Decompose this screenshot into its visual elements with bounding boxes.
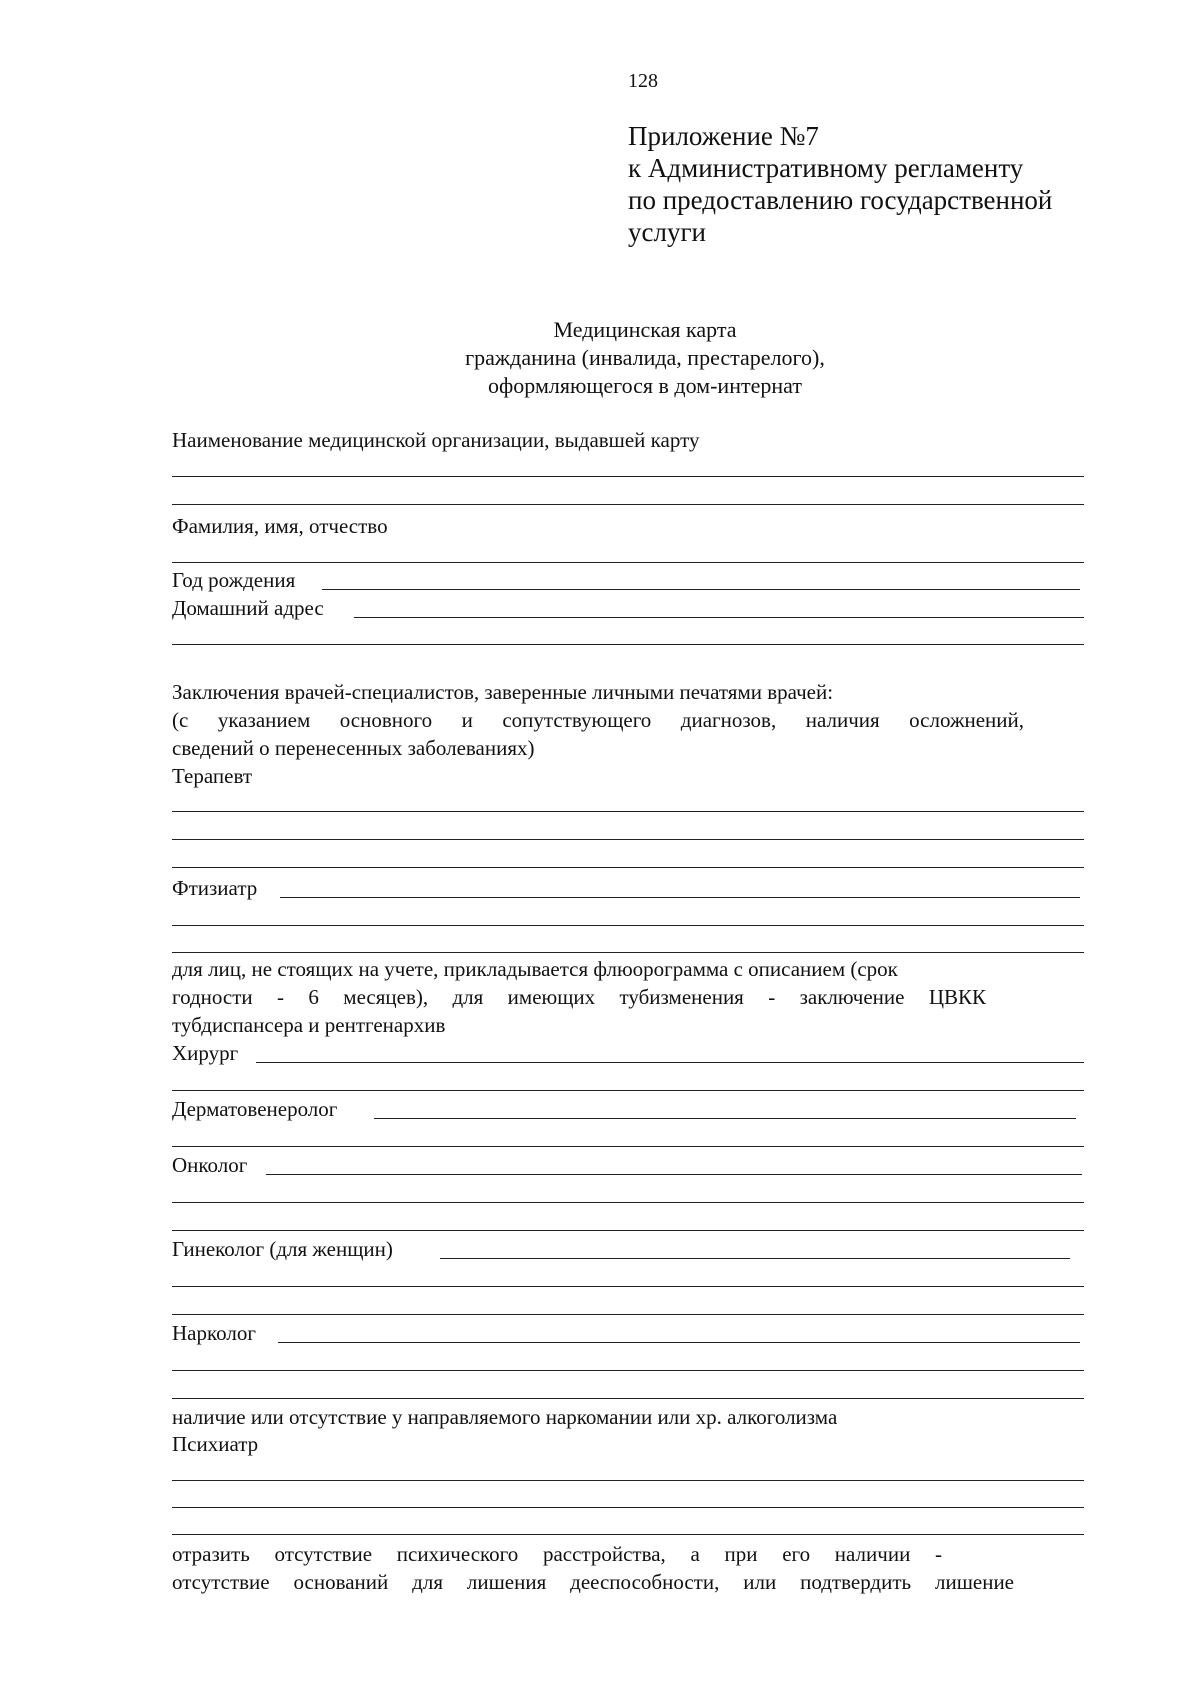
phthisiatrician-line-2[interactable] (172, 925, 1084, 926)
oncologist-line-2[interactable] (172, 1202, 1084, 1203)
therapist-line-2[interactable] (172, 839, 1084, 840)
annex-line-2: к Административному регламенту (628, 153, 1024, 183)
gynecologist-line-2[interactable] (172, 1286, 1084, 1287)
surgeon-label: Хирург (172, 1041, 239, 1065)
dermatovenerologist-label: Дерматовенеролог (172, 1097, 338, 1121)
surgeon-line-2[interactable] (172, 1090, 1084, 1091)
form-title (0, 316, 1200, 400)
annex-line-1: Приложение №7 (628, 121, 819, 151)
birth-year-line[interactable] (322, 589, 1080, 590)
oncologist-label: Онколог (172, 1153, 248, 1177)
annex-line-4: услуги (628, 217, 706, 247)
conclusions-intro-3: сведений о перенесенных заболеваниях) (172, 736, 535, 760)
home-address-line-1[interactable] (354, 617, 1084, 618)
annex-header (628, 120, 1052, 248)
psychiatrist-line-1[interactable] (172, 1480, 1084, 1481)
dermatovenerologist-line-2[interactable] (172, 1146, 1084, 1147)
psych-note-1: отразить отсутствие психического расстройства, а при его наличии - (172, 1542, 942, 1566)
phthisiatrician-label: Фтизиатр (172, 876, 258, 900)
conclusions-intro-2: (с указанием основного и сопутствующего диагнозов, наличия осложнений, (172, 708, 1024, 732)
form-title-line-2: гражданина (инвалида, престарелого), (465, 345, 825, 370)
surgeon-line-1[interactable] (256, 1062, 1084, 1063)
therapist-line-1[interactable] (172, 811, 1084, 812)
organization-line-1[interactable] (172, 476, 1084, 477)
psychiatrist-line-2[interactable] (172, 1507, 1084, 1508)
home-address-label: Домашний адрес (172, 596, 324, 620)
gynecologist-line-1[interactable] (440, 1258, 1070, 1259)
narcologist-line-3[interactable] (172, 1398, 1084, 1399)
organization-line-2[interactable] (172, 504, 1084, 505)
form-title-line-1: Медицинская карта (553, 317, 737, 342)
full-name-label: Фамилия, имя, отчество (172, 514, 388, 538)
narcologist-line-1[interactable] (278, 1342, 1080, 1343)
phthisiatrician-line-1[interactable] (280, 897, 1080, 898)
phthisio-note-3: тубдиспансера и рентгенархив (172, 1013, 446, 1037)
full-name-line[interactable] (172, 562, 1084, 563)
phthisiatrician-line-3[interactable] (172, 952, 1084, 953)
narco-note: наличие или отсутствие у направляемого наркомании или хр. алкоголизма (172, 1405, 838, 1429)
narcologist-line-2[interactable] (172, 1370, 1084, 1371)
gynecologist-line-3[interactable] (172, 1314, 1084, 1315)
psychiatrist-label: Психиатр (172, 1432, 259, 1456)
phthisio-note-1: для лиц, не стоящих на учете, прикладывается флюорограмма с описанием (срок (172, 957, 898, 981)
narcologist-label: Нарколог (172, 1321, 256, 1345)
gynecologist-label: Гинеколог (для женщин) (172, 1237, 393, 1261)
therapist-line-3[interactable] (172, 867, 1084, 868)
birth-year-label: Год рождения (172, 568, 296, 592)
form-title-line-3: оформляющегося в дом-интернат (488, 373, 802, 398)
oncologist-line-3[interactable] (172, 1230, 1084, 1231)
phthisio-note-2: годности - 6 месяцев), для имеющих тубизменения - заключение ЦВКК (172, 985, 986, 1009)
page-number: 128 (628, 70, 658, 92)
conclusions-intro-1: Заключения врачей-специалистов, заверенные личными печатями врачей: (172, 680, 834, 704)
organization-label: Наименование медицинской организации, выдавшей карту (172, 428, 700, 452)
home-address-line-2[interactable] (172, 644, 1084, 645)
psych-note-2: отсутствие оснований для лишения дееспособности, или подтвердить лишение (172, 1570, 1014, 1594)
dermatovenerologist-line-1[interactable] (374, 1118, 1076, 1119)
psychiatrist-line-3[interactable] (172, 1534, 1084, 1535)
therapist-label: Терапевт (172, 764, 253, 788)
annex-line-3: по предоставлению государственной (628, 185, 1053, 215)
oncologist-line-1[interactable] (266, 1174, 1082, 1175)
